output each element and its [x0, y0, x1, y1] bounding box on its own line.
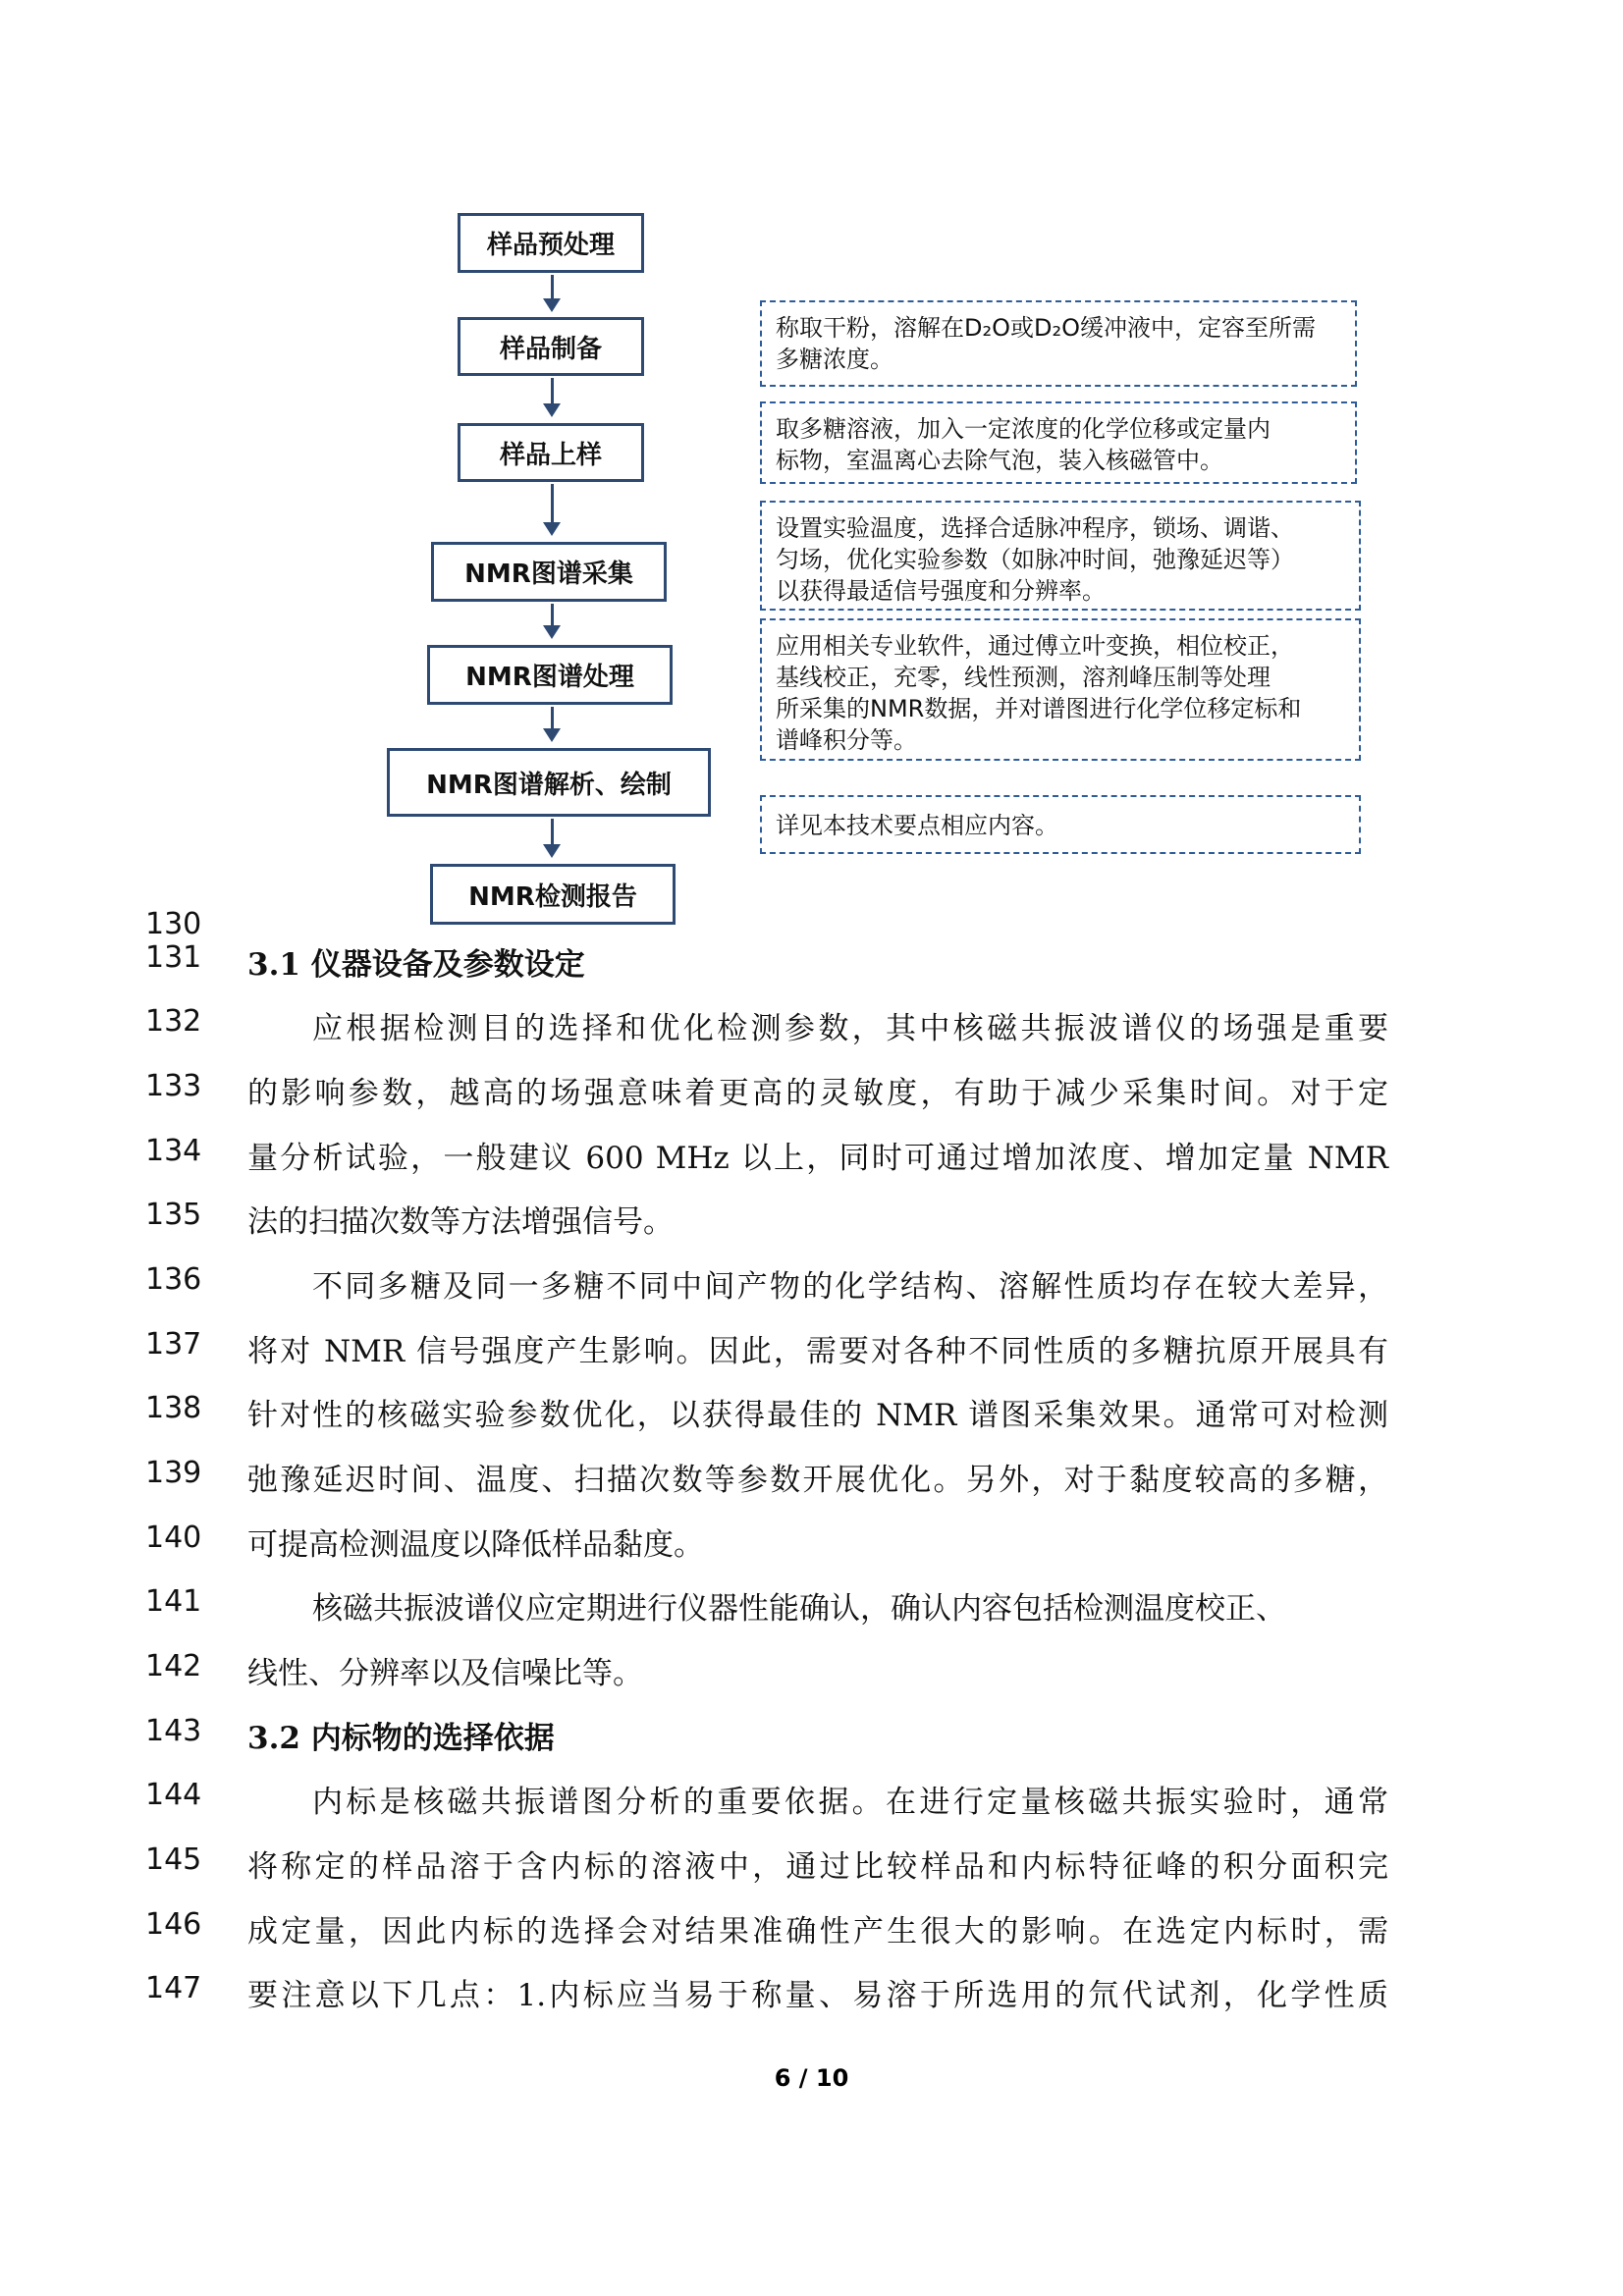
flow-step-analysis: NMR图谱解析、绘制: [387, 748, 711, 817]
note-pretreatment: [760, 300, 1357, 387]
paragraph-line: 针对性的核磁实验参数优化，以获得最佳的 NMR 谱图采集效果。通常可对检测: [247, 1398, 1388, 1433]
line-number: 138: [145, 1391, 202, 1425]
line-number: 147: [145, 1971, 202, 2005]
paragraph-line: 可提高检测温度以降低样品黏度。: [247, 1527, 704, 1563]
paragraph-line: 的影响参数，越高的场强意味着更高的灵敏度，有助于减少采集时间。对于定: [247, 1076, 1388, 1111]
line-number: 131: [145, 940, 202, 975]
note-line: 多糖浓度。: [776, 346, 893, 373]
line-number: 145: [145, 1842, 202, 1877]
line-number: 140: [145, 1521, 202, 1555]
paragraph-line: 不同多糖及同一多糖不同中间产物的化学结构、溶解性质均存在较大差异，: [312, 1269, 1388, 1305]
flow-step-processing: NMR图谱处理: [427, 645, 673, 705]
paragraph-line: 成定量，因此内标的选择会对结果准确性产生很大的影响。在选定内标时，需: [247, 1914, 1388, 1949]
paragraph-line: 应根据检测目的选择和优化检测参数，其中核磁共振波谱仪的场强是重要: [312, 1011, 1388, 1046]
line-number: 136: [145, 1262, 202, 1297]
line-number: 142: [145, 1649, 202, 1683]
line-number: 134: [145, 1134, 202, 1168]
paragraph-line: 将对 NMR 信号强度产生影响。因此，需要对各种不同性质的多糖抗原开展具有: [247, 1334, 1388, 1369]
paragraph-line: 内标是核磁共振谱图分析的重要依据。在进行定量核磁共振实验时，通常: [312, 1785, 1388, 1820]
paragraph-line: 核磁共振波谱仪应定期进行仪器性能确认，确认内容包括检测温度校正、: [312, 1591, 1286, 1627]
note-line: 匀场，优化实验参数（如脉冲时间，弛豫延迟等）: [776, 546, 1294, 573]
flow-step-loading: 样品上样: [458, 423, 644, 482]
line-number: 135: [145, 1198, 202, 1232]
paragraph-line: 将称定的样品溶于含内标的溶液中，通过比较样品和内标特征峰的积分面积完: [247, 1849, 1388, 1885]
line-number: 139: [145, 1456, 202, 1490]
line-number: 137: [145, 1327, 202, 1362]
line-number: 143: [145, 1714, 202, 1748]
note-acquisition: [760, 501, 1361, 611]
note-line: 设置实验温度，选择合适脉冲程序，锁场、调谐、: [776, 514, 1294, 542]
line-number: 133: [145, 1069, 202, 1103]
note-line: 谱峰积分等。: [776, 726, 917, 754]
section-heading-3-1: 3.1 仪器设备及参数设定: [247, 947, 585, 983]
paragraph-line: 法的扫描次数等方法增强信号。: [247, 1204, 674, 1240]
note-preparation: [760, 401, 1357, 484]
note-line: 应用相关专业软件，通过傅立叶变换，相位校正，: [776, 632, 1294, 660]
note-line: 以获得最适信号强度和分辨率。: [776, 577, 1106, 605]
flow-step-acquisition: NMR图谱采集: [431, 542, 667, 602]
note-line: 标物，室温离心去除气泡，装入核磁管中。: [776, 447, 1223, 474]
flow-step-report: NMR检测报告: [430, 864, 676, 925]
line-number: 141: [145, 1584, 202, 1619]
paragraph-line: 量分析试验，一般建议 600 MHz 以上，同时可通过增加浓度、增加定量 NMR: [247, 1141, 1388, 1176]
paragraph-line: 弛豫延迟时间、温度、扫描次数等参数开展优化。另外，对于黏度较高的多糖，: [247, 1463, 1388, 1498]
note-line: 称取干粉，溶解在D₂O或D₂O缓冲液中，定容至所需: [776, 314, 1316, 342]
flow-step-preparation: 样品制备: [458, 317, 644, 376]
note-line: 详见本技术要点相应内容。: [776, 812, 1058, 839]
paragraph-line: 线性、分辨率以及信噪比等。: [247, 1656, 643, 1691]
paragraph-line: 要注意以下几点：1.内标应当易于称量、易溶于所选用的氘代试剂，化学性质: [247, 1978, 1388, 2013]
note-analysis: [760, 795, 1361, 854]
line-number: 130: [145, 907, 202, 941]
page-number: 6 / 10: [774, 2064, 849, 2092]
section-heading-3-2: 3.2 内标物的选择依据: [247, 1721, 555, 1756]
note-line: 所采集的NMR数据，并对谱图进行化学位移定标和: [776, 695, 1302, 722]
note-line: 基线校正，充零，线性预测，溶剂峰压制等处理: [776, 664, 1271, 691]
line-number: 132: [145, 1004, 202, 1039]
line-number: 144: [145, 1778, 202, 1812]
note-processing: [760, 618, 1361, 761]
flow-step-pretreatment: 样品预处理: [458, 213, 644, 273]
line-number: 146: [145, 1907, 202, 1942]
note-line: 取多糖溶液，加入一定浓度的化学位移或定量内: [776, 415, 1271, 443]
